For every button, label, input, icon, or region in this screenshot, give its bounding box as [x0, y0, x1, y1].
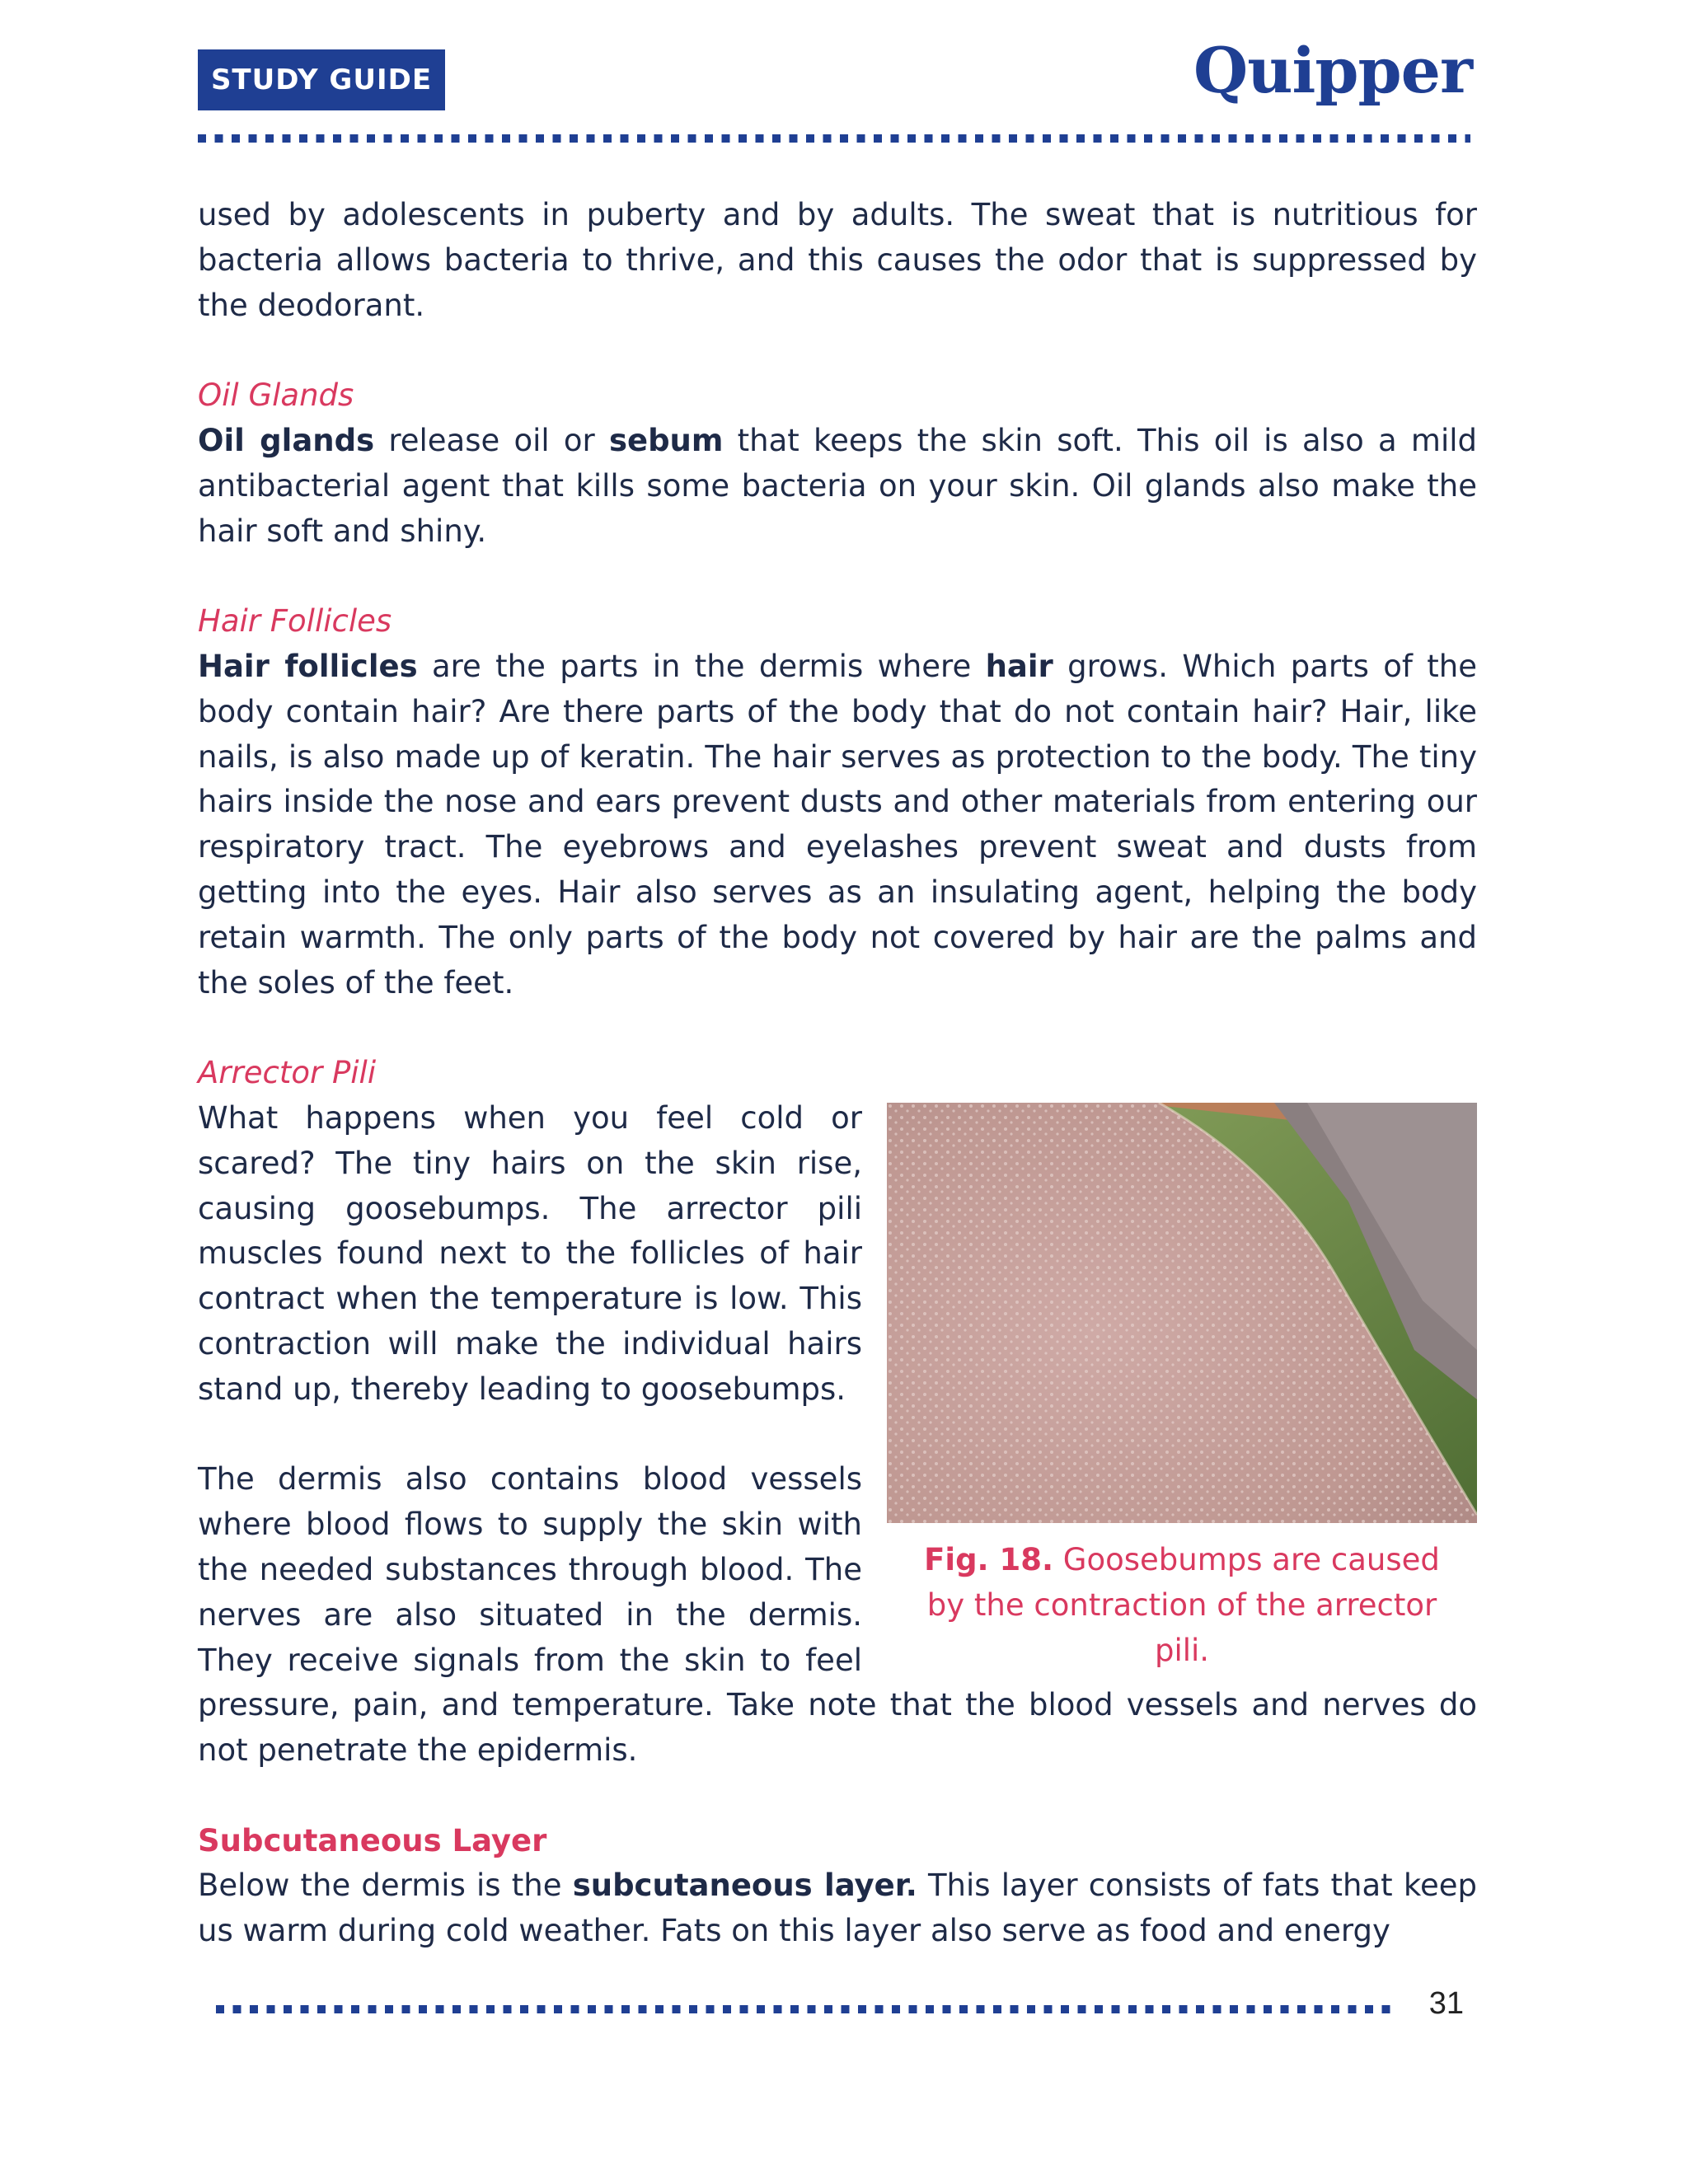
study-guide-badge — [198, 49, 445, 110]
page-body — [198, 193, 1477, 1954]
hair-follicles-paragraph: Hair follicles are the parts in the dermis where hair grows. Which parts of the body contain hair? Are there parts of the body that do not contain hair? Hair, like nails, is also made up of keratin. The hair serves as protection to the body. The tiny hairs inside the nose and ears prevent dusts and other materials from entering our respiratory tract. The eyebrows and eyelashes prevent sweat and dusts from getting into the eyes. Hair also serves as an insulating agent, helping the body retain warmth. The only parts of the body not covered by hair are the palms and the soles of the feet. — [198, 648, 1477, 1001]
oil-glands-paragraph: Oil glands release oil or sebum that keeps the skin soft. This oil is also a mild antibacterial agent that kills some bacteria on your skin. Oil glands also make the hair soft and shiny. — [198, 422, 1477, 549]
goosebumps-figure — [887, 1103, 1477, 1673]
intro-paragraph: used by adolescents in puberty and by adults. The sweat that is nutritious for bacteria allows bacteria to thrive, and this causes the odor that is suppressed by the deodorant. — [198, 197, 1477, 323]
hair-follicles-heading: Hair Follicles — [198, 603, 392, 640]
header-divider — [198, 134, 1470, 143]
arrector-pili-heading: Arrector Pili — [198, 1055, 377, 1091]
arrector-pili-paragraph: What happens when you feel cold or scared? The tiny hairs on the skin rise, causing goosebumps. The arrector pili muscles found next to the follicles of hair contract when the temperature is low. This contraction will make the individual hairs stand up, thereby leading to goosebumps. — [198, 1099, 862, 1407]
oil-glands-term: Oil glands — [198, 422, 375, 458]
page-number: 31 — [1428, 1986, 1464, 2021]
footer-divider — [216, 2005, 1396, 2013]
figure-label: Fig. 18. — [924, 1541, 1054, 1577]
quipper-logo: Quipper — [1193, 34, 1472, 107]
hair-follicles-term: Hair follicles — [198, 648, 418, 684]
subcutaneous-heading: Subcutaneous Layer — [198, 1822, 547, 1858]
sebum-term: sebum — [608, 422, 724, 458]
subcutaneous-paragraph: Below the dermis is the subcutaneous layer. This layer consists of fats that keep us warm during cold weather. Fats on this layer also serve as food and energy — [198, 1868, 1477, 1949]
subcutaneous-term: subcutaneous layer. — [572, 1868, 917, 1904]
hair-term: hair — [985, 648, 1053, 684]
study-guide-label: STUDY GUIDE — [210, 63, 433, 96]
oil-glands-heading: Oil Glands — [198, 377, 354, 414]
dermis-vessels-paragraph: The dermis also contains blood vessels where blood flows to supply the skin with the needed substances through blood. The nerves are also situated in the dermis. They receive signals from the skin to feel pressure, pain, and temperature. Take note that the blood vessels and nerves do not penetrate the epidermis. — [198, 1461, 1477, 1769]
goosebumps-photo — [887, 1103, 1477, 1523]
figure-caption: Fig. 18. Goosebumps are caused by the contraction of the arrector pili. — [924, 1541, 1440, 1668]
